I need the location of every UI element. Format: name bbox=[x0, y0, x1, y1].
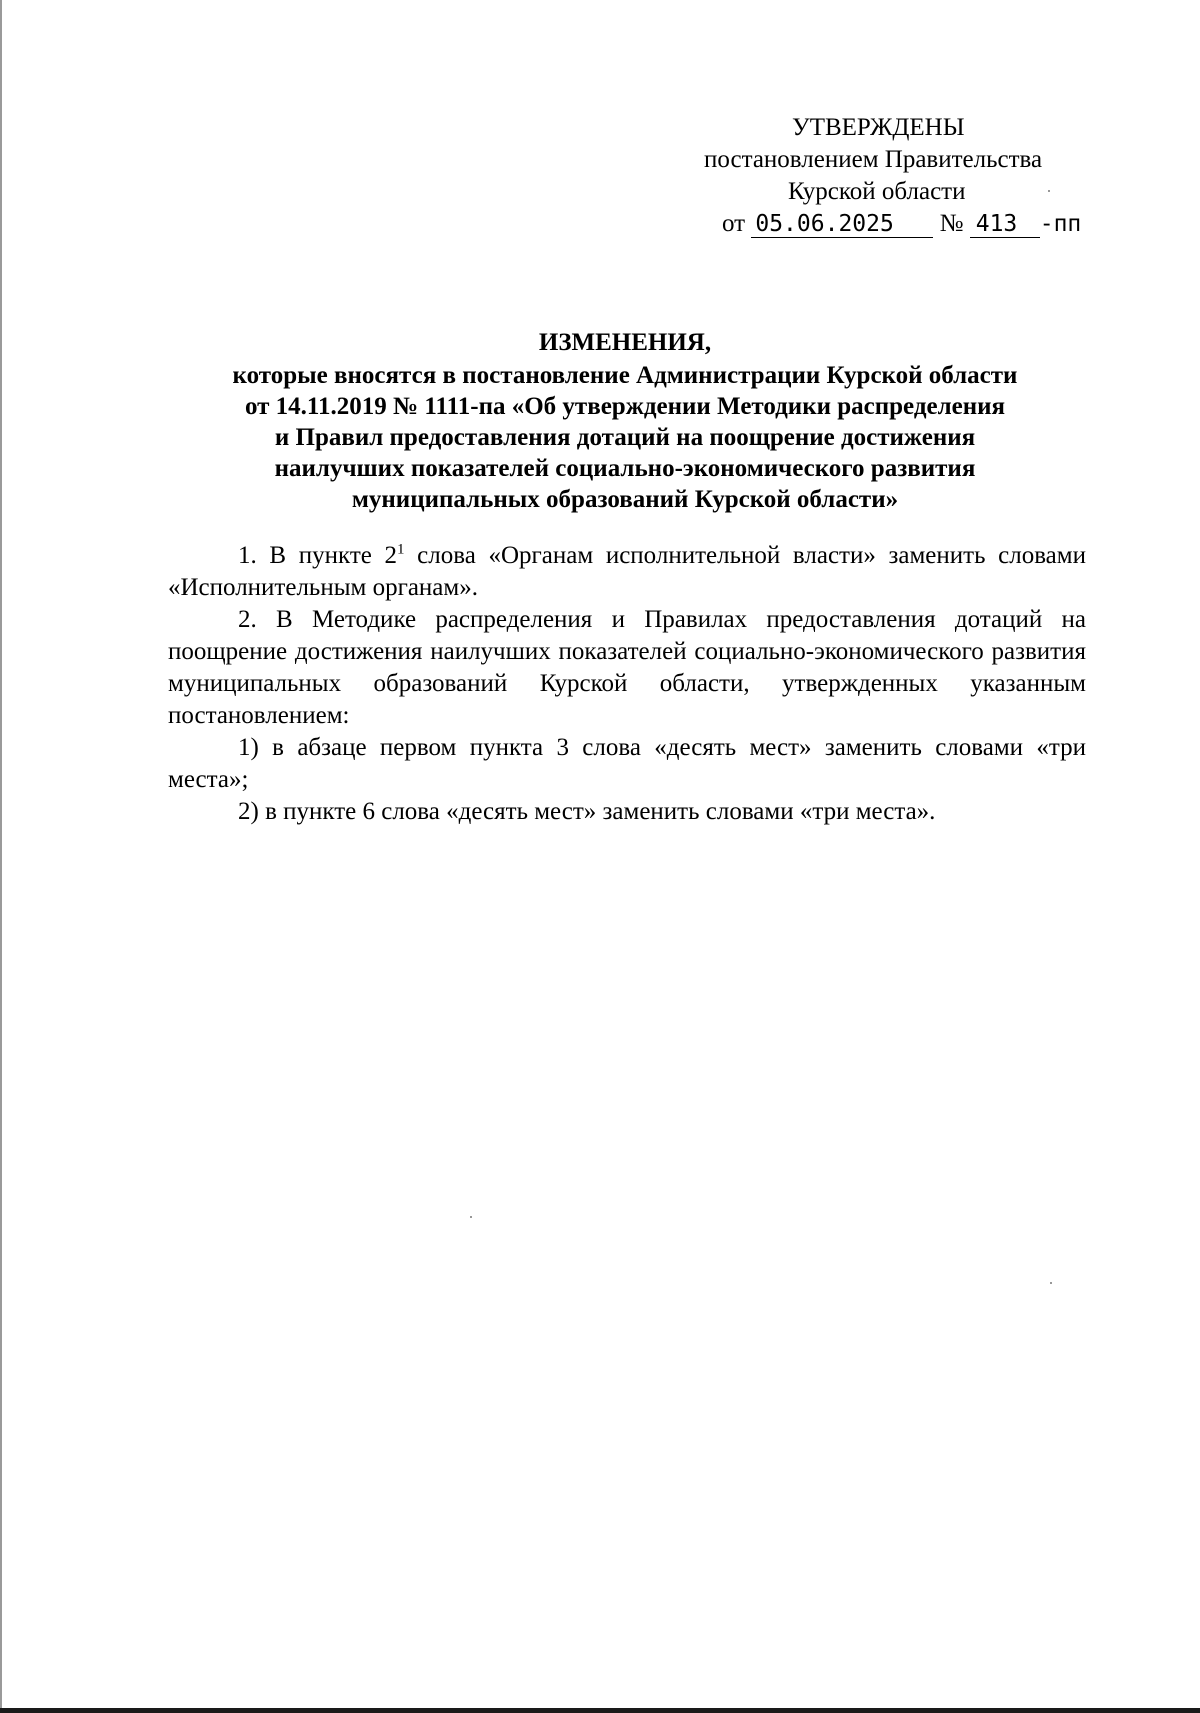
title-line: от 14.11.2019 № 1111-па «Об утверждении Методики распределения bbox=[244, 393, 1006, 420]
scan-edge-left bbox=[0, 0, 2, 1713]
paragraph-1 bbox=[168, 540, 1086, 604]
title-heading: ИЗМЕНЕНИЯ, bbox=[538, 329, 712, 356]
title-line: муниципальных образований Курской области» bbox=[351, 486, 899, 513]
document-body bbox=[168, 540, 1086, 828]
approval-number: 413 bbox=[970, 211, 1040, 238]
title-line: и Правил предоставления дотаций на поощрение достижения bbox=[274, 424, 976, 451]
approval-authority: постановлением Правительства bbox=[704, 146, 1043, 173]
number-sign: № bbox=[939, 210, 964, 237]
date-prefix: от bbox=[722, 210, 746, 237]
scan-speck bbox=[470, 1216, 472, 1218]
approval-date-number bbox=[680, 208, 1100, 240]
scan-edge-bottom bbox=[0, 1708, 1200, 1713]
paragraph-3: 1) в абзаце первом пункта 3 слова «десять мест» заменить словами «три места»; bbox=[168, 734, 1086, 793]
approval-heading: УТВЕРЖДЕНЫ bbox=[792, 114, 965, 141]
paragraph-2: 2. В Методике распределения и Правилах предоставления дотаций на поощрение достижения наилучших показателей социально-экономического развития муниципальных образований Курской области, утвержденных указанным постановлением: bbox=[168, 606, 1086, 729]
approval-date: 05.06.2025 bbox=[751, 211, 933, 238]
p1-start: 1. В пункте 2 bbox=[238, 542, 397, 569]
approval-block bbox=[680, 112, 1100, 240]
document-title bbox=[140, 327, 1110, 515]
approval-region: Курской области bbox=[788, 178, 966, 205]
p1-end: слова «Органам исполнительной власти» заменить словами «Исполнительным органам». bbox=[168, 542, 1086, 601]
approval-number-suffix: -пп bbox=[1039, 211, 1082, 237]
scan-speck bbox=[1050, 1282, 1052, 1284]
title-line: которые вносятся в постановление Администрации Курской области bbox=[232, 362, 1018, 389]
p1-superscript: 1 bbox=[397, 541, 405, 558]
paragraph-4: 2) в пункте 6 слова «десять мест» заменить словами «три места». bbox=[238, 798, 936, 825]
title-line: наилучших показателей социально-экономического развития bbox=[274, 455, 976, 482]
